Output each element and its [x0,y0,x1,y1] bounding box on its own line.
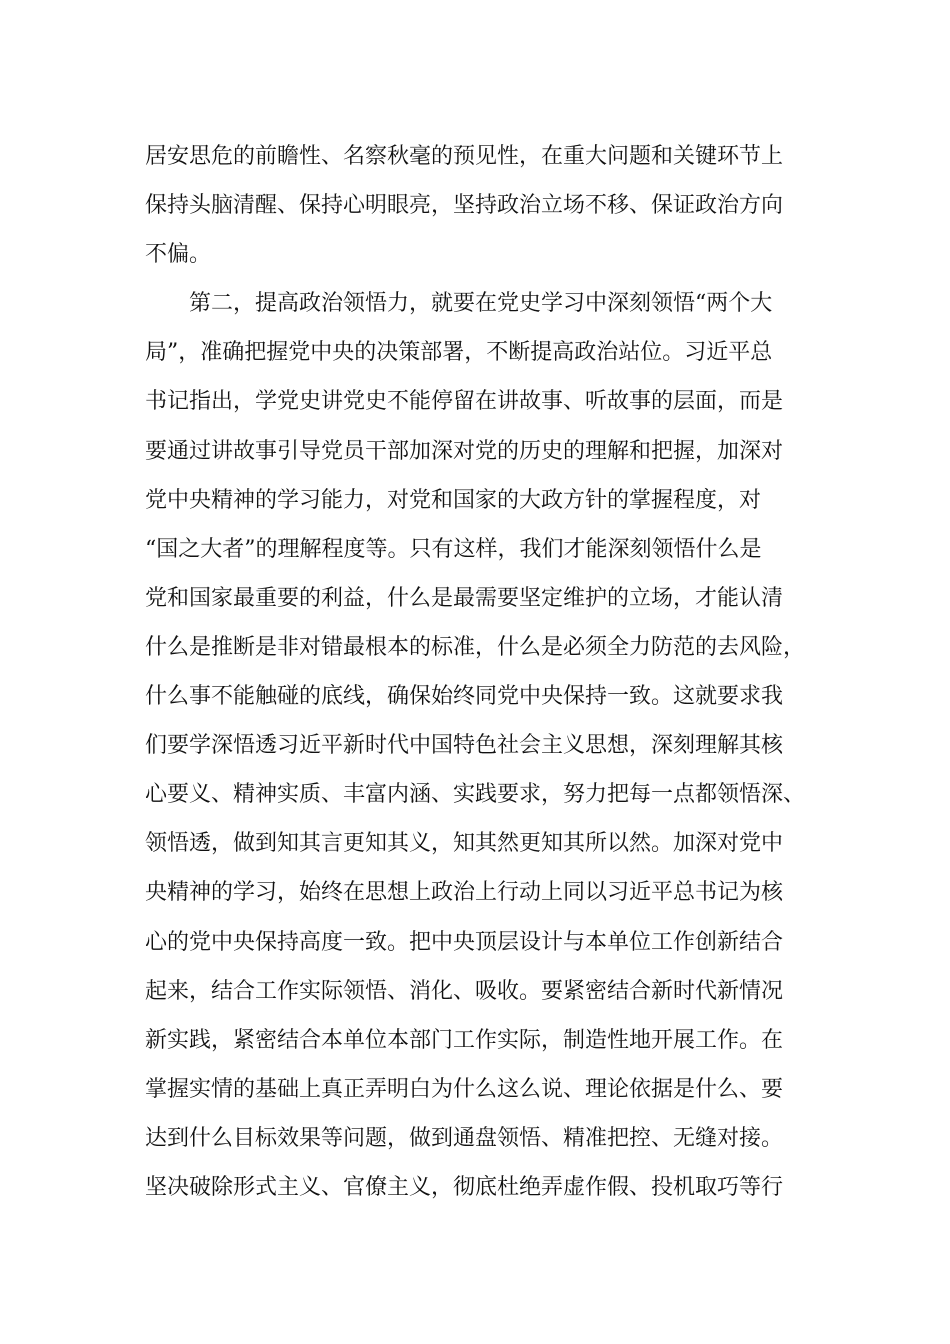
text-line: 起来，结合工作实际领悟、消化、吸收。要紧密结合新时代新情况 [145,978,784,1004]
text-line: “国之大者”的理解程度等。只有这样，我们才能深刻领悟什么是 [145,536,762,562]
text-line: 居安思危的前瞻性、名察秋毫的预见性，在重大问题和关键环节上 [145,144,784,169]
text-line: 党和国家最重要的利益，什么是最需要坚定维护的立场，才能认清 [145,585,784,611]
text-line: 领悟透，做到知其言更知其义，知其然更知其所以然。加深对党中 [145,831,784,857]
text-line: 心的党中央保持高度一致。把中央顶层设计与本单位工作创新结合 [145,929,784,955]
text-line: 局”，准确把握党中央的决策部署，不断提高政治站位。习近平总 [145,340,773,366]
body-text [145,132,810,1212]
text-line: 新实践，紧密结合本单位本部门工作实际，制造性地开展工作。在 [145,1027,784,1053]
text-line: 达到什么目标效果等问题，做到通盘领悟、精准把控、无缝对接。 [145,1125,784,1151]
text-line: 坚决破除形式主义、官僚主义，彻底杜绝弄虚作假、投机取巧等行 [145,1174,784,1200]
text-line: 要通过讲故事引导党员干部加深对党的历史的理解和把握，加深对 [145,438,784,464]
text-line: 保持头脑清醒、保持心明眼亮，坚持政治立场不移、保证政治方向 [145,193,784,219]
text-line: 书记指出，学党史讲党史不能停留在讲故事、听故事的层面，而是 [145,389,784,415]
text-line: 什么是推断是非对错最根本的标准，什么是必须全力防范的去风险， [145,634,806,660]
text-line: 央精神的学习，始终在思想上政治上行动上同以习近平总书记为核 [145,880,784,906]
text-line: 掌握实情的基础上真正弄明白为什么这么说、理论依据是什么、要 [145,1076,784,1102]
text-line: 党中央精神的学习能力，对党和国家的大政方针的掌握程度，对 [145,487,762,513]
text-line: 不偏。 [145,242,212,268]
text-line: 什么事不能触碰的底线，确保始终同党中央保持一致。这就要求我 [145,684,784,710]
paragraph-start-line: 第二，提高政治领悟力，就要在党史学习中深刻领悟“两个大 [189,291,773,317]
text-line: 心要义、精神实质、丰富内涵、实践要求，努力把每一点都领悟深、 [145,782,806,808]
text-line: 们要学深悟透习近平新时代中国特色社会主义思想，深刻理解其核 [145,733,784,759]
